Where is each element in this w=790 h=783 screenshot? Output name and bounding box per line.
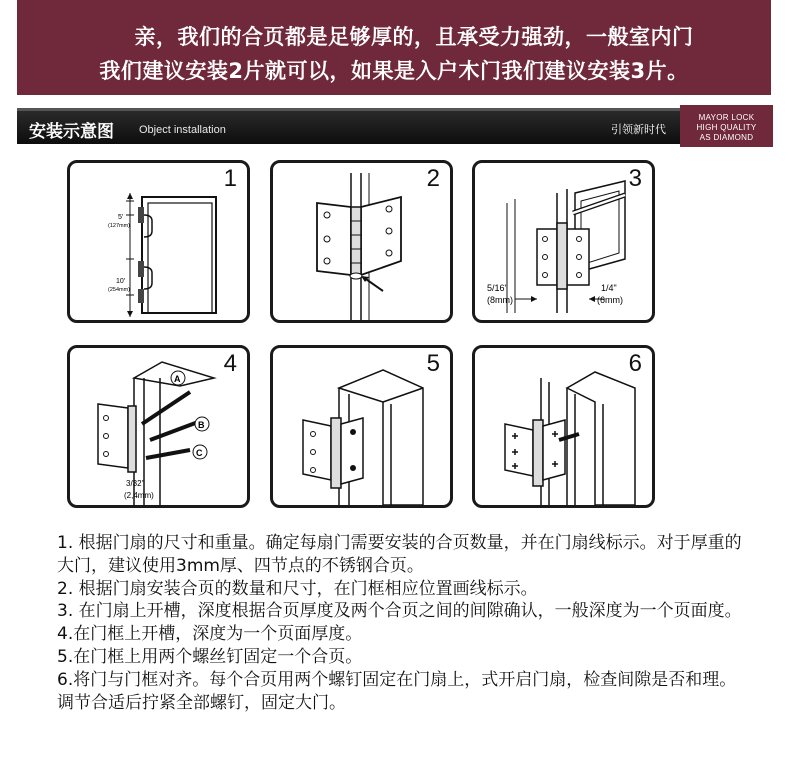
- step-5-panel: [270, 345, 453, 508]
- brand-logo: [680, 105, 773, 147]
- instruction-3: 3. 在门扇上开槽，深度根据合页厚度及两个合页之间的间隙确认，一般深度为一个页面度。: [57, 601, 742, 622]
- step-1-dim-10in: 10': [116, 278, 126, 285]
- step-1-dim-5in: 5': [118, 214, 124, 221]
- step-3-dim-8mm: (8mm): [487, 295, 513, 305]
- banner-line-2: 我们建议安装2片就可以，如果是入户木门我们建议安装3片。: [99, 59, 689, 83]
- step-1-dim-127mm: (127mm): [108, 223, 131, 229]
- step-1-diagram: [70, 163, 247, 320]
- step-4-diagram: [70, 348, 247, 505]
- instruction-5: 5.在门框上用两个螺丝钉固定一个合页。: [57, 646, 363, 667]
- instructions-text: [57, 532, 747, 714]
- top-banner: [17, 0, 771, 95]
- step-4-number: 4: [223, 350, 237, 377]
- step-3-number: 3: [628, 165, 642, 192]
- step-1-panel: [67, 160, 250, 323]
- step-4-panel: [67, 345, 250, 508]
- instruction-2: 2. 根据门扇安装合页的数量和尺寸，在门框相应位置画线标示。: [57, 578, 538, 599]
- step-3-dim-6mm: (6mm): [597, 295, 623, 305]
- brand-line-1: MAYOR LOCK: [698, 113, 755, 122]
- section-header: [17, 108, 771, 144]
- step-4-label-b: B: [198, 420, 205, 430]
- instruction-6: 6.将门与门框对齐。每个合页用两个螺钉固定在门扇上，式开启门扇，检查间隙是否和理。调节合适后拧紧全部螺钉，固定大门。: [57, 669, 737, 713]
- step-1-dim-254mm: (254mm): [108, 287, 131, 293]
- step-1-number: 1: [223, 165, 237, 192]
- step-4-label-c: C: [196, 448, 203, 458]
- instruction-1: 1. 根据门扇的尺寸和重量。确定每扇门需要安装的合页数量，并在门扇线标示。对于厚重的大门，建议使用3mm厚、四节点的不锈钢合页。: [57, 533, 742, 576]
- step-3-diagram: [475, 163, 652, 320]
- step-3-dim-5-16: 5/16": [487, 283, 508, 293]
- section-title: 安装示意图: [29, 122, 114, 142]
- step-4-dim-2-4mm: (2,4mm): [124, 491, 154, 500]
- step-6-diagram: [475, 348, 652, 505]
- instruction-4: 4.在门框上开槽，深度为一个页面厚度。: [57, 624, 363, 645]
- step-4-dim-3-32: 3/32": [126, 479, 145, 488]
- step-4-label-a: A: [174, 374, 181, 384]
- step-6-number: 6: [628, 350, 642, 377]
- step-2-diagram: [273, 163, 450, 320]
- step-3-dim-1-4: 1/4": [601, 283, 617, 293]
- section-slogan: 引领新时代: [611, 123, 666, 136]
- step-5-diagram: [273, 348, 450, 505]
- step-3-panel: [472, 160, 655, 323]
- step-2-panel: [270, 160, 453, 323]
- banner-line-1: 亲，我们的合页都是足够厚的，且承受力强劲，一般室内门: [134, 25, 694, 49]
- section-subtitle: Object installation: [139, 124, 226, 136]
- brand-line-2: HIGH QUALITY: [696, 123, 757, 132]
- step-5-number: 5: [426, 350, 440, 377]
- brand-line-3: AS DIAMOND: [699, 133, 754, 142]
- step-2-number: 2: [426, 165, 440, 192]
- step-6-panel: [472, 345, 655, 508]
